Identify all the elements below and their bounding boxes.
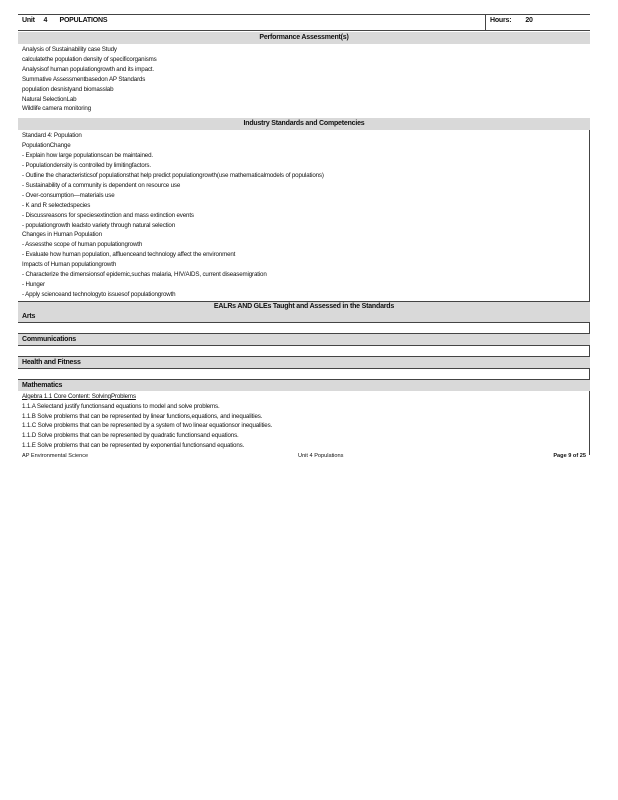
- mathematics-heading: Mathematics: [18, 379, 590, 391]
- performance-item: Analysis of Sustainability case Study: [22, 46, 117, 53]
- document-page: [18, 14, 590, 455]
- hours-label: Hours:: [490, 17, 512, 24]
- standards-bullet: - Assessthe scope of human populationgrowth: [22, 240, 586, 250]
- performance-list: [18, 44, 590, 115]
- performance-item: population desnistyand biomasslab: [22, 85, 114, 93]
- performance-item: Analysisof human populationgrowth and its impact.: [22, 65, 154, 73]
- performance-item: calculatethe population density of specificorganisms: [22, 55, 157, 63]
- standards-bullet: - Discussreasons for speciesextinction and mass extinction events: [22, 211, 586, 221]
- performance-item: Summative Assessmentbasedon AP Standards: [22, 75, 146, 83]
- performance-title: Performance Assessment(s): [18, 32, 590, 44]
- standards-title: Industry Standards and Competencies: [18, 118, 590, 130]
- standards-bullet: - Explain how large populationscan be maintained.: [22, 151, 586, 161]
- algebra-item: 1.1.B Solve problems that can be represented by linear functions,equations, and inequalities.: [22, 412, 263, 420]
- algebra-heading: Algebra 1.1 Core Content: SolvingProblems: [22, 392, 136, 400]
- footer-course: AP Environmental Science: [22, 453, 89, 459]
- unit-title-cell: [18, 15, 486, 30]
- hours-value: 20: [525, 17, 533, 24]
- communications-heading: Communications: [18, 333, 590, 345]
- standards-bullet: - Sustainability of a community is dependent on resource use: [22, 181, 586, 191]
- algebra-block: [18, 391, 590, 455]
- standards-line: PopulationChange: [22, 142, 71, 150]
- standards-line: Impacts of Human populationgrowth: [22, 261, 117, 269]
- algebra-item: 1.1.D Solve problems that can be represented by quadratic functionsand equations.: [22, 432, 239, 440]
- standards-bullet: - Characterize the dimensionsof epidemic,suchas malaria, HIV/AIDS, current diseasemigration: [22, 270, 586, 280]
- standards-bullet: - K and R selectedspecies: [22, 201, 586, 211]
- standards-bullet: - Populationdensity is controlled by limitingfactors.: [22, 161, 586, 171]
- performance-item: Wildlife camera monitoring: [22, 105, 91, 113]
- standards-bullet: - populationgrowth leadsto variety through natural selection: [22, 221, 586, 231]
- algebra-item: 1.1.E Solve problems that can be represented by exponential functionsand equations.: [22, 442, 245, 450]
- standards-bullet: - Outline the characteristicsof populationsthat help predict populationgrowth(use mathematicalmodels of populations): [22, 171, 586, 181]
- unit-label: Unit: [22, 17, 35, 24]
- unit-header: [18, 14, 590, 31]
- standards-bullet: - Apply scienceand technologyto issuesof populationgrowth: [22, 290, 586, 300]
- standards-bullet: - Over-consumption—materials use: [22, 191, 586, 201]
- hours-cell: [486, 15, 590, 30]
- page-footer: [22, 453, 586, 459]
- algebra-item: 1.1.C Solve problems that can be represented by a system of two linear equationsor inequalities.: [22, 422, 273, 430]
- standards-list: [18, 130, 590, 300]
- algebra-item: 1.1.A Selectand justify functionsand equations to model and solve problems.: [22, 402, 220, 410]
- footer-page: Page 9 of 25: [553, 453, 586, 459]
- ealrs-title: EALRs AND GLEs Taught and Assessed in the Standards: [213, 302, 395, 310]
- standards-line: Changes in Human Population: [22, 231, 102, 239]
- ealrs-section: [18, 301, 590, 322]
- footer-unit: Unit 4 Populations: [298, 453, 344, 459]
- unit-number: 4: [43, 17, 48, 24]
- standards-bullet: - Evaluate how human population, affluenceand technology affect the environment: [22, 250, 586, 260]
- standards-line: Standard 4: Population: [22, 132, 82, 140]
- performance-item: Natural SelectionLab: [22, 95, 77, 103]
- unit-title: POPULATIONS: [59, 17, 108, 24]
- standards-bullet: - Hunger: [22, 280, 586, 290]
- health-heading: Health and Fitness: [18, 356, 590, 368]
- arts-heading: Arts: [22, 312, 36, 320]
